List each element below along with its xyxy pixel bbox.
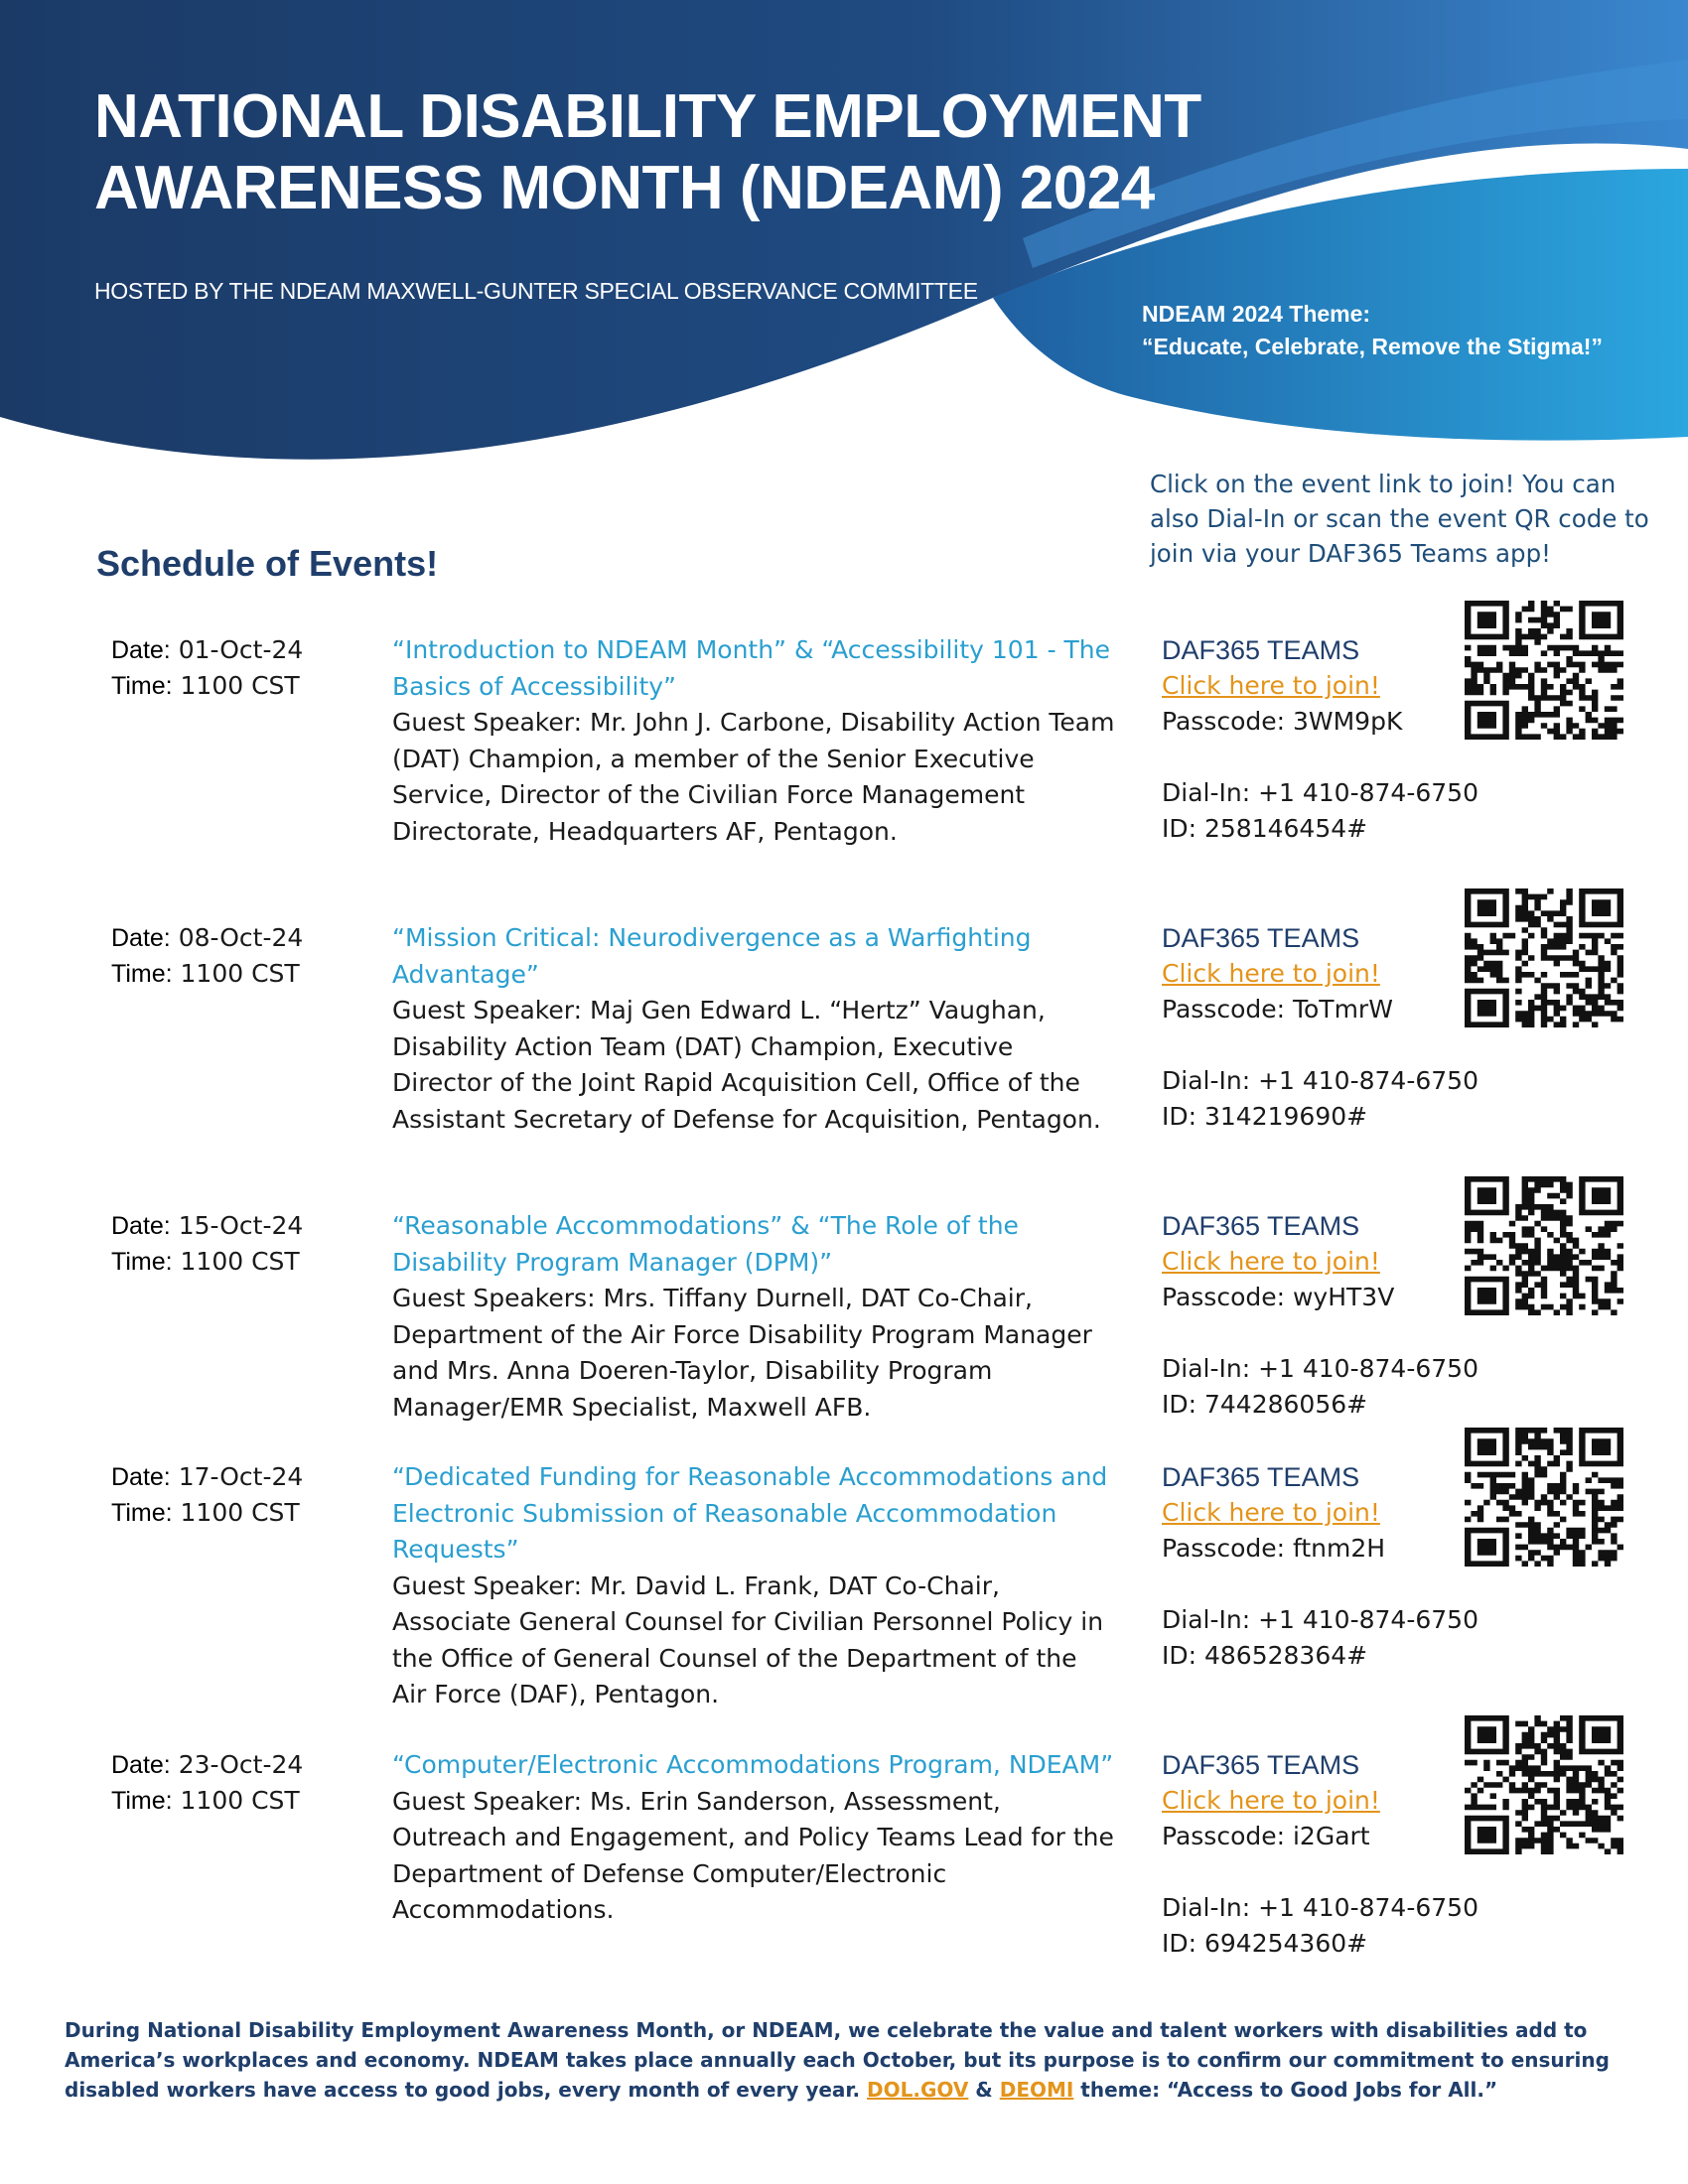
event-datetime [111, 920, 303, 992]
dol-gov-link[interactable]: DOL.GOV [867, 2078, 969, 2102]
teams-info [1162, 1208, 1478, 1423]
meeting-id: ID: 486528364# [1162, 1641, 1368, 1670]
event-time: 1100 CST [180, 1498, 300, 1527]
event-datetime [111, 1459, 303, 1531]
event-title: “Reasonable Accommodations” & “The Role of the Disability Program Manager (DPM)” [392, 1211, 1019, 1277]
header-wave-background [0, 0, 1688, 516]
time-label: Time: [111, 960, 173, 988]
event-description [392, 920, 1117, 1138]
event-description [392, 1208, 1117, 1426]
teams-info [1162, 1459, 1478, 1674]
event-date: 08-Oct-24 [178, 923, 304, 952]
meeting-id: ID: 258146454# [1162, 814, 1368, 843]
qr-code-icon[interactable] [1465, 601, 1623, 740]
time-label: Time: [111, 1248, 173, 1276]
event-date: 01-Oct-24 [178, 635, 304, 664]
page-title [94, 81, 1201, 224]
time-label: Time: [111, 672, 173, 700]
event-date: 15-Oct-24 [178, 1211, 304, 1240]
event-description [392, 1459, 1117, 1713]
qr-code-icon[interactable] [1465, 1715, 1623, 1854]
theme-box [1142, 298, 1603, 363]
dial-in: Dial-In: +1 410-874-6750 [1162, 1354, 1478, 1383]
teams-label: DAF365 TEAMS [1162, 635, 1360, 665]
teams-label: DAF365 TEAMS [1162, 1750, 1360, 1780]
event-title: “Dedicated Funding for Reasonable Accommodations and Electronic Submission of Reasonable Accommodation Requests” [392, 1462, 1108, 1564]
event-date: 17-Oct-24 [178, 1462, 304, 1491]
date-label: Date: [111, 1463, 171, 1491]
passcode: Passcode: wyHT3V [1162, 1283, 1395, 1311]
event-speaker: Guest Speaker: Ms. Erin Sanderson, Assessment, Outreach and Engagement, and Policy Teams Lead for the Department of Defense Computer/Electronic Accommodations. [392, 1786, 1114, 1924]
meeting-id: ID: 314219690# [1162, 1102, 1368, 1131]
theme-text: “Educate, Celebrate, Remove the Stigma!” [1142, 334, 1603, 359]
dial-in: Dial-In: +1 410-874-6750 [1162, 1893, 1478, 1922]
join-link[interactable]: Click here to join! [1162, 959, 1380, 988]
event-datetime [111, 1208, 303, 1280]
footer-amp: & [975, 2078, 993, 2102]
passcode: Passcode: ToTmrW [1162, 995, 1393, 1024]
event-description [392, 1747, 1117, 1929]
date-label: Date: [111, 1751, 171, 1779]
join-link[interactable]: Click here to join! [1162, 1247, 1380, 1276]
event-time: 1100 CST [180, 1786, 300, 1815]
event-datetime [111, 1747, 303, 1819]
title-line-2: AWARENESS MONTH (NDEAM) 2024 [94, 154, 1155, 222]
dial-in: Dial-In: +1 410-874-6750 [1162, 1605, 1478, 1634]
qr-code-icon[interactable] [1465, 1428, 1623, 1567]
date-label: Date: [111, 924, 171, 952]
title-line-1: NATIONAL DISABILITY EMPLOYMENT [94, 82, 1201, 151]
event-datetime [111, 632, 303, 704]
qr-code-icon[interactable] [1465, 1176, 1623, 1315]
join-instructions: Click on the event link to join! You can also Dial-In or scan the event QR code to join via your DAF365 Teams app! [1150, 470, 1649, 568]
date-label: Date: [111, 636, 171, 664]
dial-in: Dial-In: +1 410-874-6750 [1162, 778, 1478, 807]
event-time: 1100 CST [180, 959, 300, 988]
meeting-id: ID: 694254360# [1162, 1929, 1368, 1958]
qr-code-icon[interactable] [1465, 888, 1623, 1027]
event-speaker: Guest Speaker: Maj Gen Edward L. “Hertz” Vaughan, Disability Action Team (DAT) Champion, Executive Director of the Joint Rapid Acquisition Cell, Office of the Assistant Secretary of Defense for Acquisition, Pentagon. [392, 996, 1101, 1134]
passcode: Passcode: 3WM9pK [1162, 707, 1403, 736]
join-link[interactable]: Click here to join! [1162, 1498, 1380, 1527]
teams-label: DAF365 TEAMS [1162, 923, 1360, 953]
schedule-heading: Schedule of Events! [96, 543, 439, 584]
time-label: Time: [111, 1499, 173, 1527]
footer-theme: theme: “Access to Good Jobs for All.” [1080, 2078, 1498, 2102]
teams-info [1162, 1747, 1478, 1962]
event-time: 1100 CST [180, 671, 300, 700]
time-label: Time: [111, 1787, 173, 1815]
footer-text: During National Disability Employment Awareness Month, or NDEAM, we celebrate the value and talent workers with disabilities add to America’s workplaces and economy. NDEAM takes place annually each October, but its purpose is to confirm our commitment to ensuring disabled workers have access to good jobs, every month of every year. [65, 2018, 1610, 2102]
date-label: Date: [111, 1212, 171, 1240]
meeting-id: ID: 744286056# [1162, 1390, 1368, 1419]
event-description [392, 632, 1117, 850]
event-title: “Mission Critical: Neurodivergence as a Warfighting Advantage” [392, 923, 1032, 989]
teams-label: DAF365 TEAMS [1162, 1211, 1360, 1241]
hosted-by: HOSTED BY THE NDEAM MAXWELL-GUNTER SPECIAL OBSERVANCE COMMITTEE [94, 278, 978, 304]
join-link[interactable]: Click here to join! [1162, 1786, 1380, 1815]
event-date: 23-Oct-24 [178, 1750, 304, 1779]
teams-label: DAF365 TEAMS [1162, 1462, 1360, 1492]
footer-note [65, 2015, 1633, 2105]
event-speaker: Guest Speaker: Mr. John J. Carbone, Disability Action Team (DAT) Champion, a member of the Senior Executive Service, Director of the Civilian Force Management Directorate, Headquarters AF, Pentagon. [392, 708, 1115, 846]
event-title: “Computer/Electronic Accommodations Program, NDEAM” [392, 1750, 1114, 1779]
dial-in: Dial-In: +1 410-874-6750 [1162, 1066, 1478, 1095]
join-link[interactable]: Click here to join! [1162, 671, 1380, 700]
passcode: Passcode: i2Gart [1162, 1822, 1370, 1850]
event-title: “Introduction to NDEAM Month” & “Accessibility 101 - The Basics of Accessibility” [392, 635, 1111, 701]
teams-info [1162, 632, 1478, 847]
event-time: 1100 CST [180, 1247, 300, 1276]
teams-info [1162, 920, 1478, 1135]
theme-label: NDEAM 2024 Theme: [1142, 301, 1371, 327]
event-speaker: Guest Speakers: Mrs. Tiffany Durnell, DAT Co-Chair, Department of the Air Force Disability Program Manager and Mrs. Anna Doeren-Taylor, Disability Program Manager/EMR Specialist, Maxwell AFB. [392, 1284, 1092, 1422]
passcode: Passcode: ftnm2H [1162, 1534, 1386, 1563]
deomi-link[interactable]: DEOMI [999, 2078, 1074, 2102]
event-speaker: Guest Speaker: Mr. David L. Frank, DAT Co-Chair, Associate General Counsel for Civilian Personnel Policy in the Office of General Counsel of the Department of the Air Force (DAF), Pentagon. [392, 1570, 1104, 1708]
